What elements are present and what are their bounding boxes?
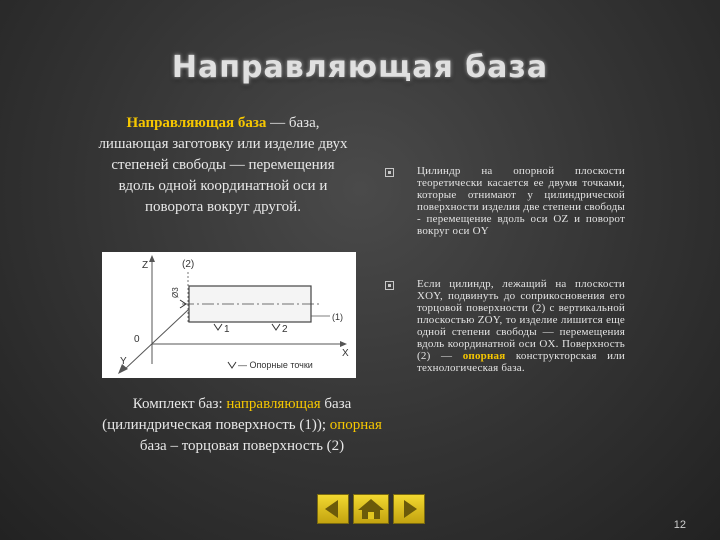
caption-paragraph xyxy=(92,394,392,457)
label-top: (2) xyxy=(182,259,195,270)
bullet-square-icon xyxy=(385,281,394,290)
bullet-text-2 xyxy=(417,278,625,374)
bullet-text-2b: конструкторская или технологическая база. xyxy=(417,350,626,374)
forward-button[interactable] xyxy=(393,494,425,524)
z-axis-arrow xyxy=(149,255,155,262)
label-x: X xyxy=(342,348,349,359)
bullet-text-2a: Если цилиндр, лежащий на плоскости XOY, подвинуть до соприкосновения его торцовой поверхности (2) с вертикальной плоскостью ZOY, то изделие лишится еще одной степени свободы — перемещения вдоль координатной оси OX. Поверхность (2) — xyxy=(417,278,625,362)
arrow-right-icon xyxy=(394,495,424,523)
label-p1: 1 xyxy=(224,324,230,335)
cylinder-diagram-svg xyxy=(102,252,356,378)
slide-title: Направляющая база xyxy=(171,50,549,85)
back-button[interactable] xyxy=(317,494,349,524)
label-z: Z xyxy=(142,260,149,271)
caption-part3: база – торцовая поверхность (2) xyxy=(139,438,345,454)
support-point-1-mark xyxy=(214,324,222,330)
home-icon xyxy=(354,495,388,523)
label-right: (1) xyxy=(332,312,343,322)
home-button[interactable] xyxy=(353,494,389,524)
caption-term2: опорная xyxy=(329,417,382,433)
x-axis-arrow xyxy=(340,341,347,347)
legend-text: — Опорные точки xyxy=(238,360,313,370)
caption-part2: база (цилиндрическая поверхность (1)); xyxy=(102,396,352,433)
label-y: Y xyxy=(120,356,127,367)
bullet-square-icon xyxy=(385,168,394,177)
legend-mark xyxy=(228,362,236,368)
cylinder-diagram xyxy=(102,252,356,378)
arrow-left-icon xyxy=(318,495,348,523)
page-number: 12 xyxy=(673,519,686,531)
bullet-text-1: Цилиндр на опорной плоскости теоретически касается ее двумя точками, которые отнимают у цилиндрической поверхности изделия две степени свободы - перемещение вдоль оси OZ и поворот вокруг оси OY xyxy=(417,165,625,237)
caption-term1: направляющая xyxy=(226,396,321,412)
intro-text: — база, лишающая заготовку или изделие двух степеней свободы — перемещения вдоль одной координатной оси и поворота вокруг другой. xyxy=(98,115,348,215)
support-point-2-mark xyxy=(272,324,280,330)
intro-term: Направляющая база xyxy=(126,115,267,131)
intro-paragraph xyxy=(92,113,354,218)
label-p2: 2 xyxy=(282,324,288,335)
label-o: 0 xyxy=(134,334,140,345)
label-side: Ø3 xyxy=(171,287,180,298)
bullet-term: опорная xyxy=(462,350,506,362)
caption-part1: Комплект баз: xyxy=(132,396,227,412)
